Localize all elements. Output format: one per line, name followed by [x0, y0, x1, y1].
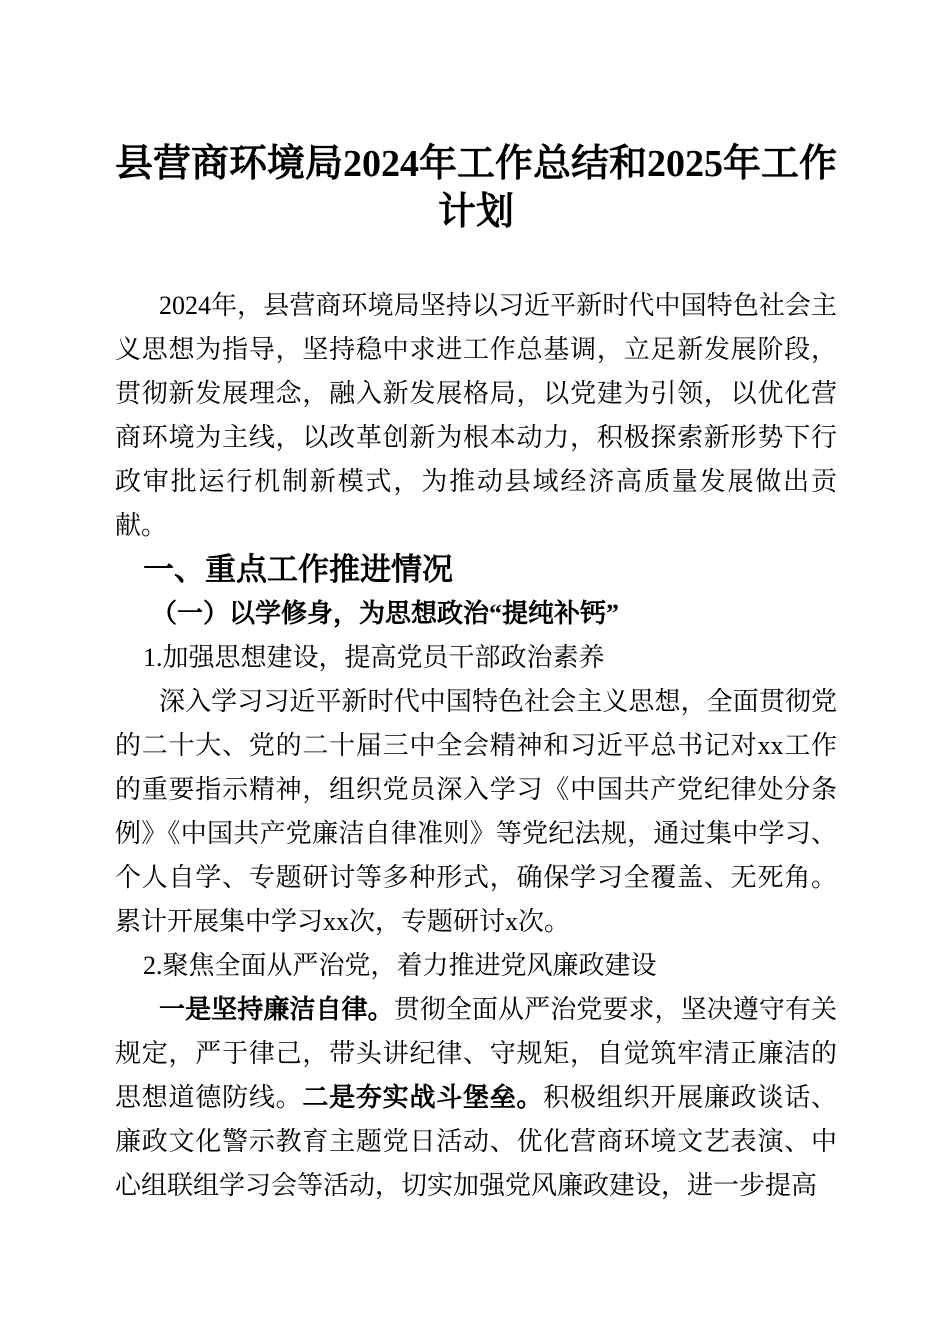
- item-2-text-2: 积极组织开展廉政谈话、廉政文化警示教育主题党日活动、优化营商环境文艺表演、中心组联组学习会等活动，切实加强党风廉政建设，进一步提高: [115, 1083, 837, 1200]
- document-title: 县营商环境局2024年工作总结和2025年工作计划: [115, 143, 838, 233]
- item-1-heading: 1.加强思想建设，提高党员干部政治素养: [143, 643, 605, 672]
- subsection-1-1-heading: （一）以学修身，为思想政治“提纯补钙”: [151, 599, 620, 628]
- item-2-body-paragraph: [115, 988, 837, 1208]
- intro-paragraph: 2024年，县营商环境局坚持以习近平新时代中国特色社会主义思想为指导，坚持稳中求进工作总基调，立足新发展阶段，贯彻新发展理念，融入新发展格局，以党建为引领，以优化营商环境为主线，以改革创新为根本动力，积极探索新形势下行政审批运行机制新模式，为推动县域经济高质量发展做出贡献。: [115, 291, 837, 540]
- item-2-emphasis-1: 一是坚持廉洁自律。: [159, 995, 394, 1024]
- item-2-heading: 2.聚焦全面从严治党，着力推进党风廉政建设: [143, 951, 657, 980]
- item-1-body-paragraph: 深入学习习近平新时代中国特色社会主义思想，全面贯彻党的二十大、党的二十届三中全会精神和习近平总书记对xx工作的重要指示精神，组织党员深入学习《中国共产党纪律处分条例》《中国共产党廉洁自律准则》等党纪法规，通过集中学习、个人自学、专题研讨等多种形式，确保学习全覆盖、无死角。累计开展集中学习xx次，专题研讨x次。: [115, 687, 837, 936]
- item-2-emphasis-2: 二是夯实战斗堡垒。: [302, 1083, 544, 1112]
- item-2-text-1: 贯彻全面从严治党要求，坚决遵守有关规定，严于律己，带头讲纪律、守规矩，自觉筑牢清正廉洁的思想道德防线。: [115, 995, 837, 1112]
- section-1-heading: 一、重点工作推进情况: [143, 552, 453, 587]
